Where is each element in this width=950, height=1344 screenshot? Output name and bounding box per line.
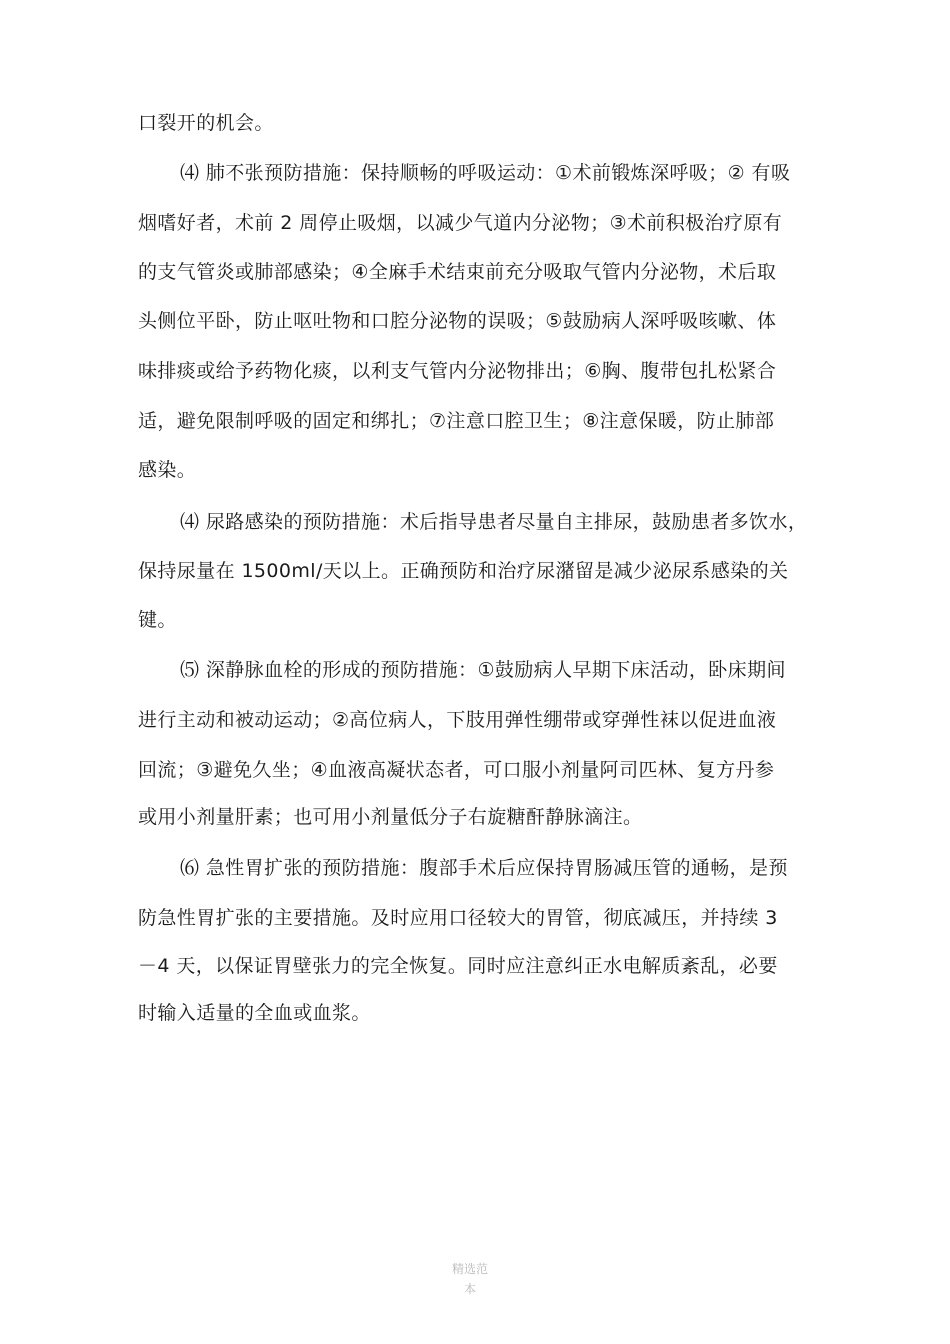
text-line: 适，避免限制呼吸的固定和绑扎；⑦注意口腔卫生；⑧注意保暖，防止肺部 <box>138 410 775 432</box>
text-line: 回流；③避免久坐；④血液高凝状态者，可口服小剂量阿司匹林、复方丹参 <box>138 759 775 781</box>
text-line: 头侧位平卧，防止呕吐物和口腔分泌物的误吸；⑤鼓励病人深呼吸咳嗽、体 <box>138 310 777 332</box>
text-line: 口裂开的机会。 <box>138 112 274 134</box>
text-line: 时输入适量的全血或血浆。 <box>138 1002 371 1024</box>
footer-text-line: 精选范 <box>451 1262 488 1276</box>
text-line: ⑷ 肺不张预防措施：保持顺畅的呼吸运动：①术前锻炼深呼吸；② 有吸 <box>180 162 791 184</box>
text-line: 烟嗜好者，术前 2 周停止吸烟，以减少气道内分泌物；③术前积极治疗原有 <box>138 212 783 234</box>
text-line: 或用小剂量肝素；也可用小剂量低分子右旋糖酐静脉滴注。 <box>138 806 643 828</box>
footer-text-line: 本 <box>463 1282 476 1296</box>
text-line: 味排痰或给予药物化痰，以利支气管内分泌物排出；⑥胸、腹带包扎松紧合 <box>138 360 777 382</box>
text-line: 进行主动和被动运动；②高位病人，下肢用弹性绷带或穿弹性袜以促进血液 <box>138 709 777 731</box>
text-line: ⑸ 深静脉血栓的形成的预防措施：①鼓励病人早期下床活动，卧床期间 <box>180 659 786 681</box>
text-line: －4 天，以保证胃壁张力的完全恢复。同时应注意纠正水电解质紊乱，必要 <box>138 955 778 977</box>
text-line: 感染。 <box>138 459 197 481</box>
page-footer-watermark <box>446 1259 494 1299</box>
text-line: 键。 <box>138 609 177 631</box>
text-line: 保持尿量在 1500ml/天以上。正确预防和治疗尿潴留是减少泌尿系感染的关 <box>138 560 789 582</box>
text-line: 的支气管炎或肺部感染；④全麻手术结束前充分吸取气管内分泌物，术后取 <box>138 261 777 283</box>
text-line: ⑹ 急性胃扩张的预防措施：腹部手术后应保持胃肠减压管的通畅，是预 <box>180 857 788 879</box>
text-line: ⑷ 尿路感染的预防措施：术后指导患者尽量自主排尿，鼓励患者多饮水， <box>180 511 808 533</box>
text-line: 防急性胃扩张的主要措施。及时应用口径较大的胃管，彻底减压，并持续 3 <box>138 907 778 929</box>
